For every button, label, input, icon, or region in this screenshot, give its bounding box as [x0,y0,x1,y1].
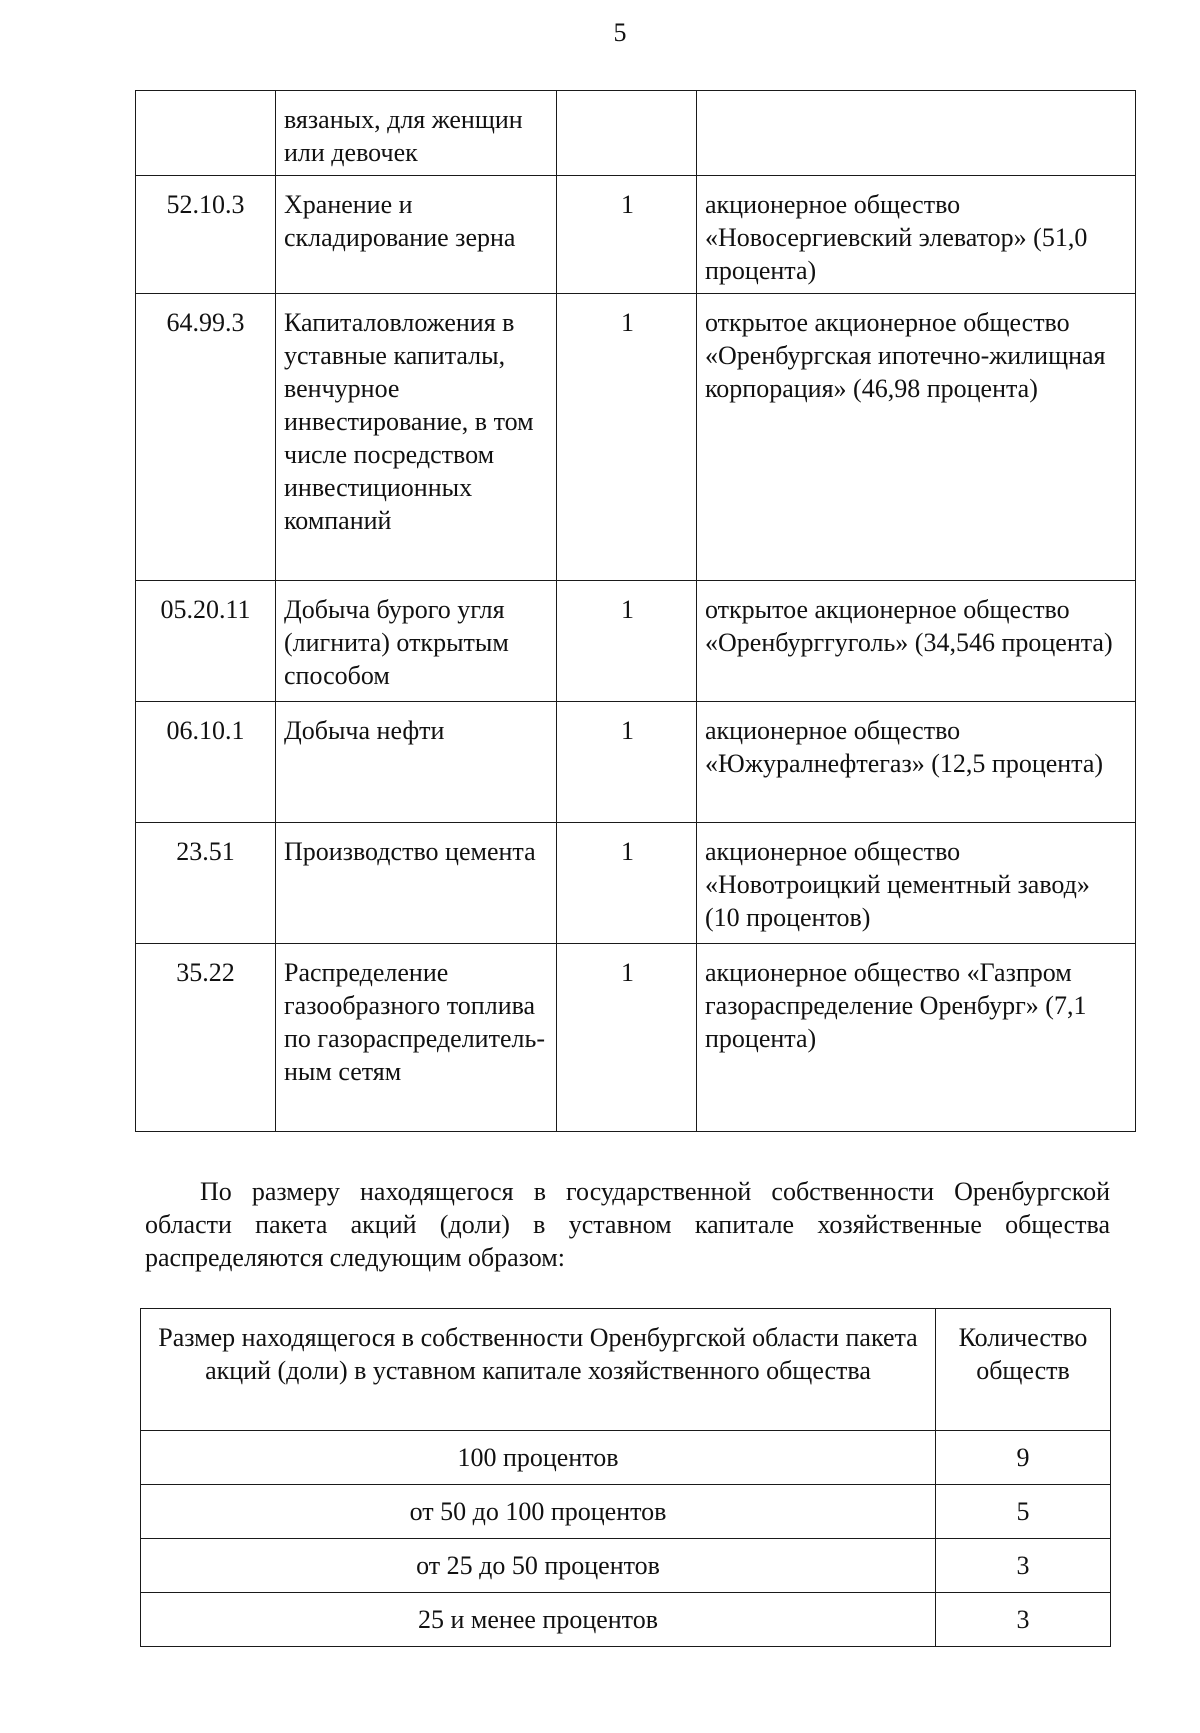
company-cell: акционерное общество «Новосергиевский элеватор» (51,0 процента) [697,176,1136,294]
table-row [141,1539,1111,1593]
count-cell: 1 [557,176,697,294]
count-cell: 1 [557,944,697,1132]
activity-name-cell: Добыча бурого угля (лигнита) открытым способом [276,581,557,702]
table-row [136,581,1136,702]
activity-code-cell: 06.10.1 [136,702,276,823]
page-number: 5 [613,18,627,47]
company-cell: акционерное общество «Газпром газораспределение Оренбург» (7,1 процента) [697,944,1136,1132]
activity-code-cell: 64.99.3 [136,294,276,581]
activity-name-cell: Капиталовложения в уставные капиталы, венчурное инвестирование, в том числе посредством инвестиционных компаний [276,294,557,581]
table-row [141,1431,1111,1485]
activity-name-cell: Распределение газообразного топлива по газораспределитель-ным сетям [276,944,557,1132]
activity-name-cell: Производство цемента [276,823,557,944]
company-count-cell: 5 [936,1485,1111,1539]
intro-paragraph: По размеру находящегося в государственной собственности Оренбургской области пакета акций (доли) в уставном капитале хозяйственные общества распределяются следующим образом: [145,1177,1110,1272]
count-cell: 1 [557,823,697,944]
count-cell [557,91,697,176]
table-row [136,702,1136,823]
table-row [136,91,1136,176]
table-row [136,823,1136,944]
company-count-cell: 3 [936,1539,1111,1593]
table-row [136,294,1136,581]
count-cell: 1 [557,581,697,702]
activity-code-cell: 52.10.3 [136,176,276,294]
share-size-distribution-table [140,1308,1111,1647]
share-size-cell: от 50 до 100 процентов [141,1485,936,1539]
activity-name-cell: Добыча нефти [276,702,557,823]
company-cell: акционерное общество «Южуралнефтегаз» (12,5 процента) [697,702,1136,823]
activity-name-cell: Хранение и складирование зерна [276,176,557,294]
company-count-header: Количество обществ [936,1309,1111,1431]
share-size-cell: 100 процентов [141,1431,936,1485]
count-cell: 1 [557,294,697,581]
company-cell: открытое акционерное общество «Оренбурггуголь» (34,546 процента) [697,581,1136,702]
activity-name-cell: вязаных, для женщин или девочек [276,91,557,176]
table-row [141,1485,1111,1539]
company-cell: акционерное общество «Новотроицкий цементный завод» (10 процентов) [697,823,1136,944]
company-cell [697,91,1136,176]
activity-code-cell: 05.20.11 [136,581,276,702]
table-row [136,176,1136,294]
table-row [136,944,1136,1132]
table-row [141,1593,1111,1647]
company-count-cell: 9 [936,1431,1111,1485]
share-size-cell: 25 и менее процентов [141,1593,936,1647]
activity-code-cell: 35.22 [136,944,276,1132]
company-count-cell: 3 [936,1593,1111,1647]
companies-by-activity-table [135,90,1136,1132]
share-size-cell: от 25 до 50 процентов [141,1539,936,1593]
count-cell: 1 [557,702,697,823]
company-cell: открытое акционерное общество «Оренбургская ипотечно-жилищная корпорация» (46,98 процента) [697,294,1136,581]
activity-code-cell [136,91,276,176]
table-header-row [141,1309,1111,1431]
share-size-header: Размер находящегося в собственности Оренбургской области пакета акций (доли) в уставном капитале хозяйственного общества [141,1309,936,1431]
activity-code-cell: 23.51 [136,823,276,944]
